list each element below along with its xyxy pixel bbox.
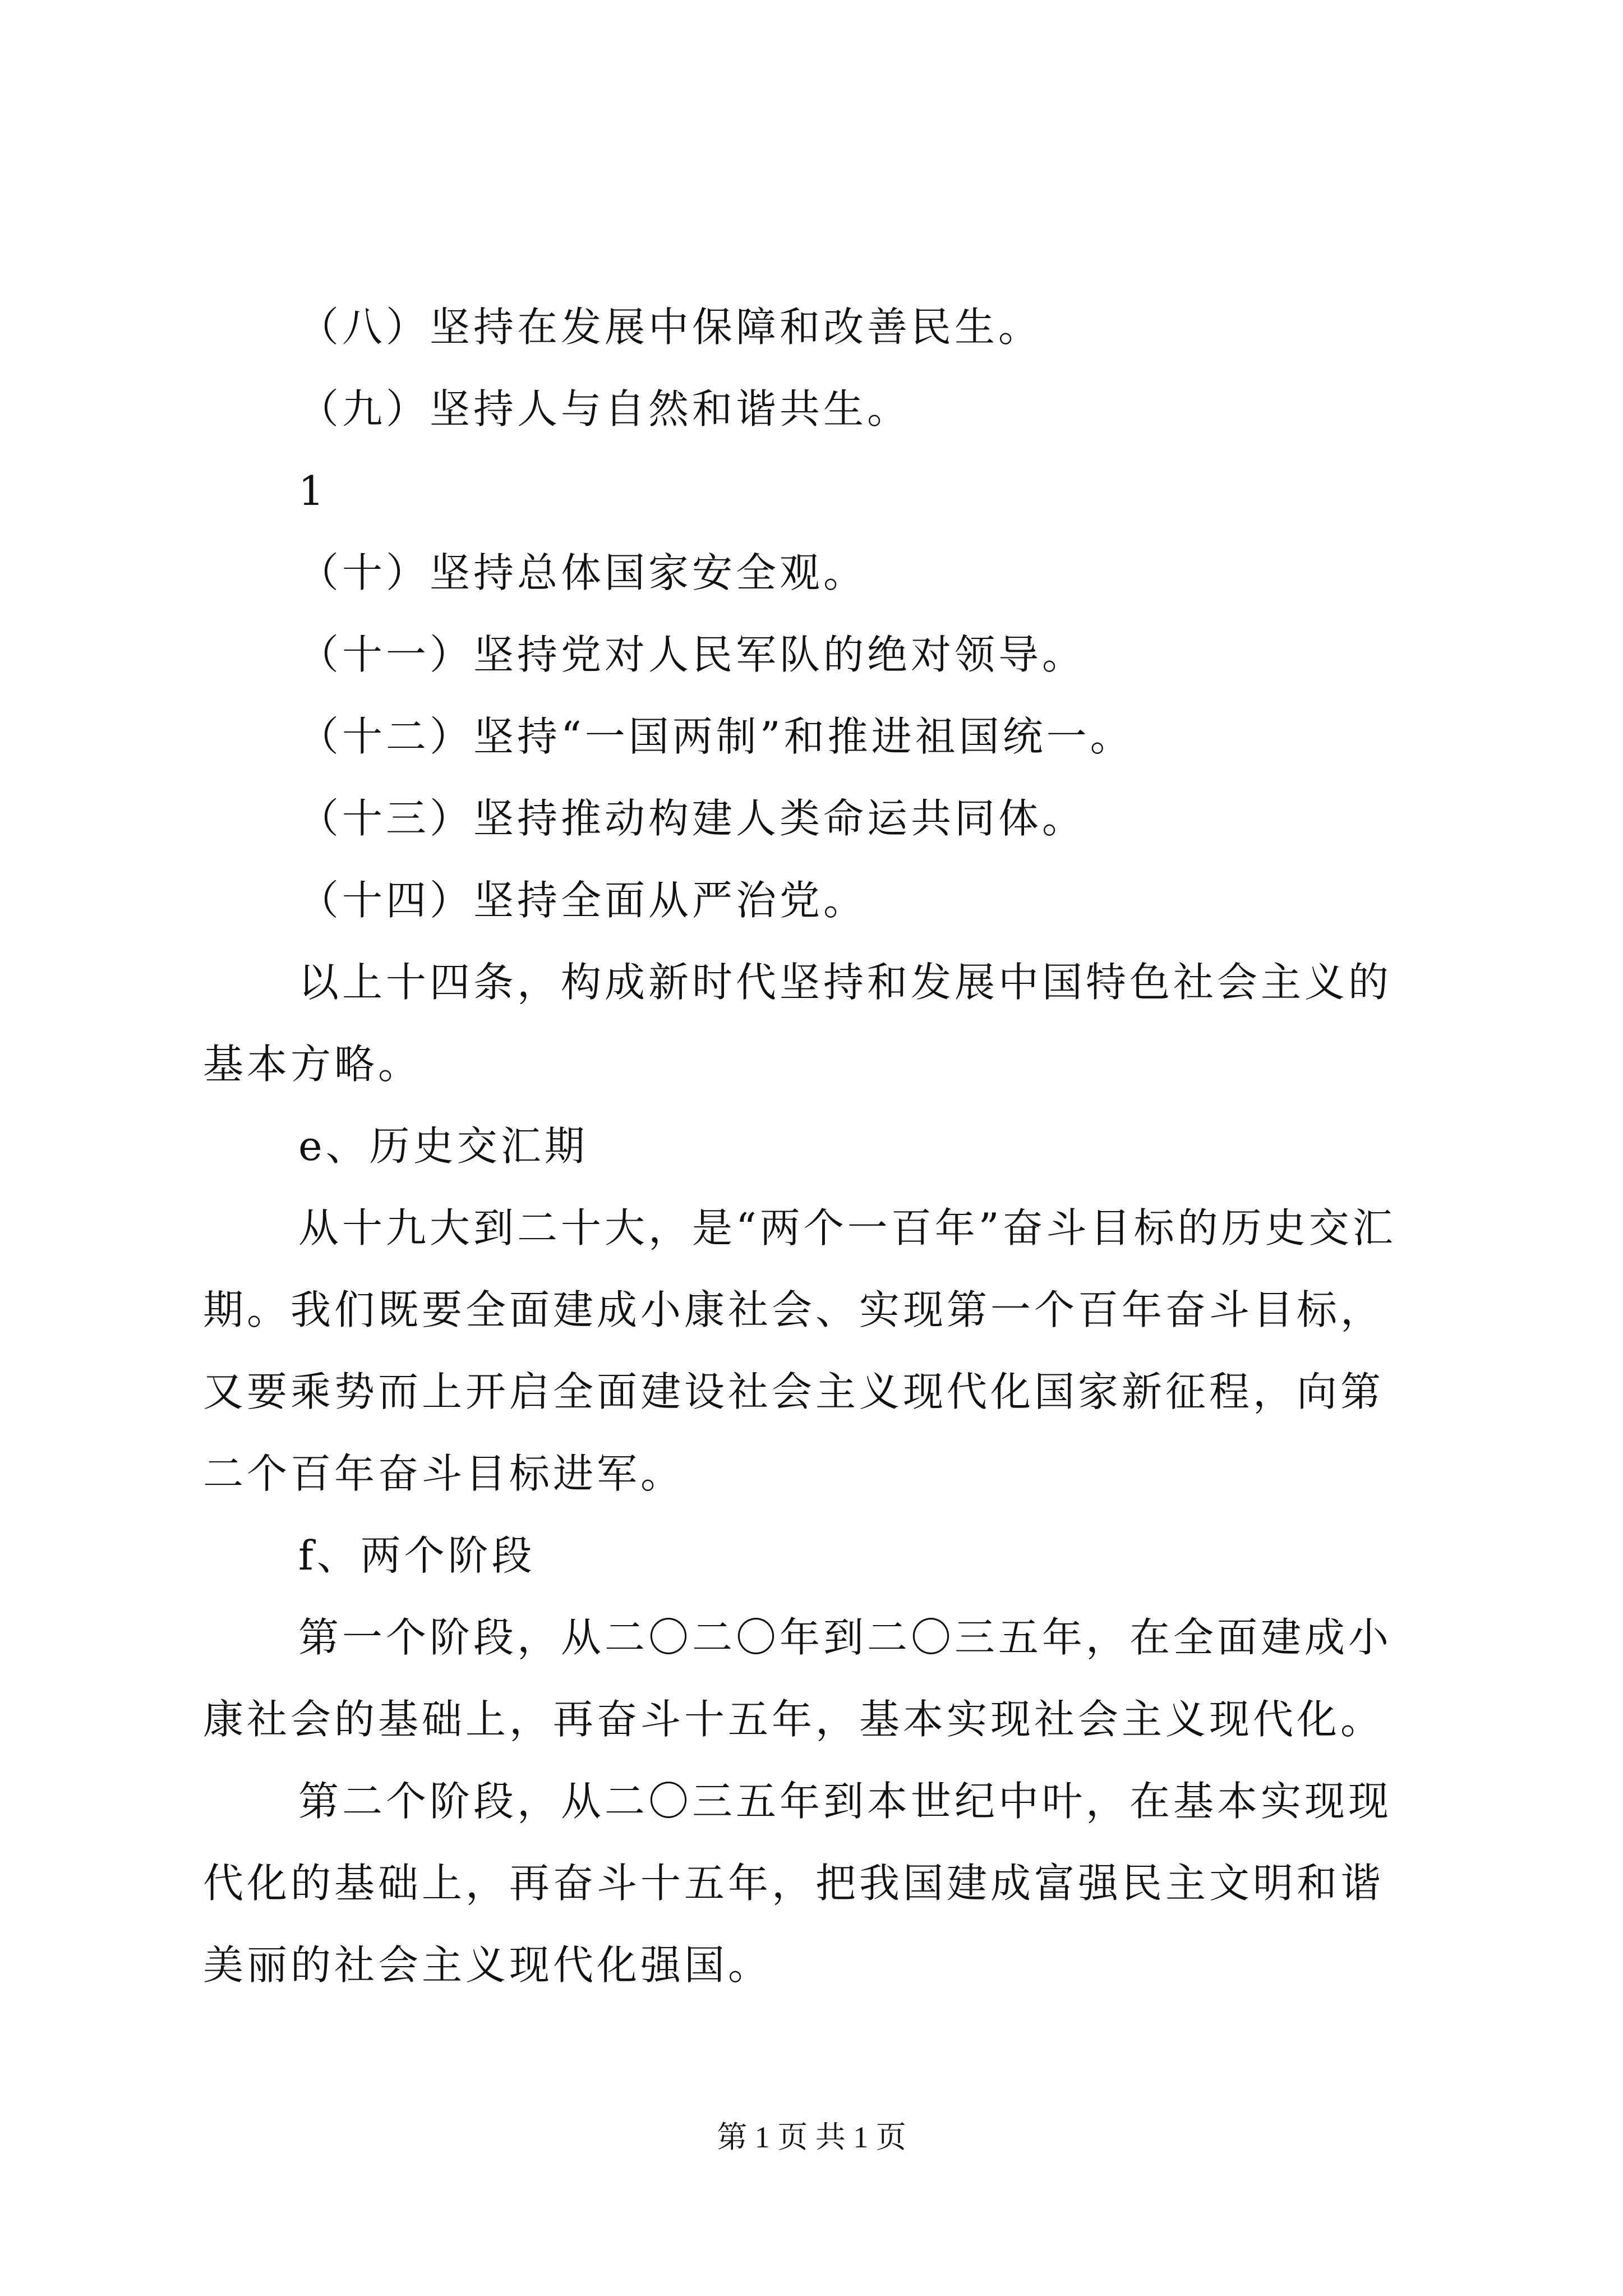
heading-f: f、两个阶段 bbox=[298, 1532, 536, 1579]
document-body bbox=[203, 286, 1420, 2006]
paragraph-history: 从十九大到二十大，是“两个一百年”奋斗目标的历史交汇期。我们既要全面建成小康社会、实现第一个百年奋斗目标，又要乘势而上开启全面建设社会主义现代化国家新征程，向第二个百年奋斗目标进军。 bbox=[203, 1204, 1396, 1497]
page-footer: 第 1 页 共 1 页 bbox=[717, 2120, 906, 2154]
paragraph-summary: 以上十四条，构成新时代坚持和发展中国特色社会主义的基本方略。 bbox=[203, 959, 1393, 1088]
heading-e: e、历史交汇期 bbox=[298, 1122, 588, 1170]
paragraph-stage-two: 第二个阶段，从二〇三五年到本世纪中叶，在基本实现现代化的基础上，再奋斗十五年，把我国建成富强民主文明和谐美丽的社会主义现代化强国。 bbox=[203, 1778, 1393, 1989]
paragraph-item-13: （十三）坚持推动构建人类命运共同体。 bbox=[298, 795, 1086, 842]
paragraph-stage-one: 第一个阶段，从二〇二〇年到二〇三五年，在全面建成小康社会的基础上，再奋斗十五年，基本实现社会主义现代化。 bbox=[203, 1614, 1393, 1743]
paragraph-number: 1 bbox=[298, 467, 328, 514]
paragraph-item-14: （十四）坚持全面从严治党。 bbox=[298, 877, 868, 924]
paragraph-item-12: （十二）坚持“一国两制”和推进祖国统一。 bbox=[298, 713, 1134, 760]
paragraph-item-9: （九）坚持人与自然和谐共生。 bbox=[298, 385, 911, 432]
paragraph-item-8: （八）坚持在发展中保障和改善民生。 bbox=[298, 303, 1043, 351]
paragraph-item-10: （十）坚持总体国家安全观。 bbox=[298, 549, 868, 596]
paragraph-item-11: （十一）坚持党对人民军队的绝对领导。 bbox=[298, 631, 1086, 678]
